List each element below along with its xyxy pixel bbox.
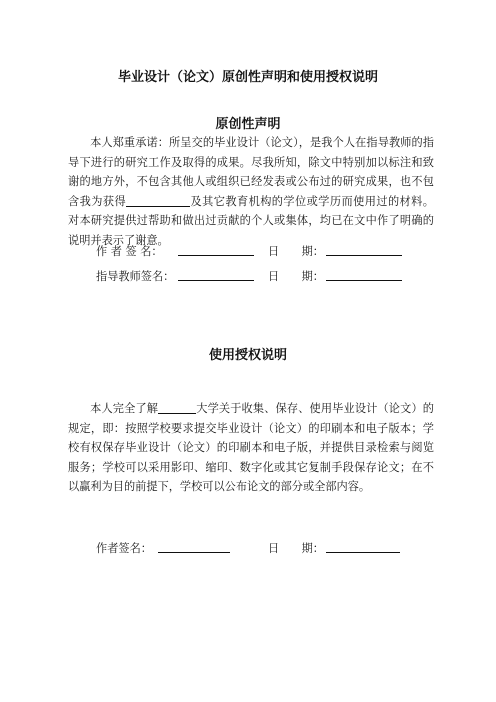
- document-title: 毕业设计（论文）原创性声明和使用授权说明: [117, 70, 378, 85]
- authorization-date-line: [326, 552, 400, 553]
- originality-text-part2: 及其它教育机构的学位或学历而使用过的材料。对本研究提供过帮助和做出过贡献的个人或集体，均已在文中作了明确的说明并表示了谢意。: [68, 194, 434, 247]
- originality-statement: [68, 133, 434, 251]
- supervisor-date-label: 日 期：: [268, 270, 324, 283]
- supervisor-signature-label: 指导教师签名：: [96, 270, 175, 283]
- author-date-line: [326, 255, 402, 256]
- originality-heading: 原创性声明: [215, 117, 281, 132]
- supervisor-signature-line: [178, 280, 254, 281]
- authorization-statement: [68, 399, 434, 497]
- authorization-text-part1: 本人完全了解: [90, 402, 159, 415]
- supervisor-date-line: [326, 280, 402, 281]
- authorization-author-line: [158, 552, 230, 553]
- authorization-heading: 使用授权说明: [208, 348, 287, 363]
- supervisor-signature-row: [96, 268, 324, 286]
- originality-text-part1: 本人郑重承诺：所呈交的毕业设计（论文），是我个人在指导教师的指导下进行的研究工作及取得的成果。尽我所知，除文中特别加以标注和致谢的地方外，不包含其他人或组织已经发表或公布过的研究成果，也不包含我为获得: [68, 136, 434, 208]
- author-signature-line: [178, 255, 254, 256]
- authorization-author-label: 作者签名：: [96, 542, 152, 555]
- author-signature-row: [96, 243, 324, 261]
- authorization-text-part2: 大学关于收集、保存、使用毕业设计（论文）的规定，即：按照学校要求提交毕业设计（论文）的印刷本和电子版本；学校有权保存毕业设计（论文）的印刷本和电子版，并提供目录检索与阅览服务；学校可以采用影印、缩印、数字化或其它复制手段保存论文；在不以赢利为目的前提下，学校可以公布论文的部分或全部内容。: [68, 402, 434, 494]
- degree-blank: [126, 194, 190, 207]
- author-signature-label: 作 者 签 名：: [96, 245, 163, 258]
- university-blank: [158, 401, 196, 414]
- authorization-date-label: 日 期：: [268, 542, 324, 555]
- authorization-signature-row: [96, 540, 324, 558]
- author-date-label: 日 期：: [268, 245, 324, 258]
